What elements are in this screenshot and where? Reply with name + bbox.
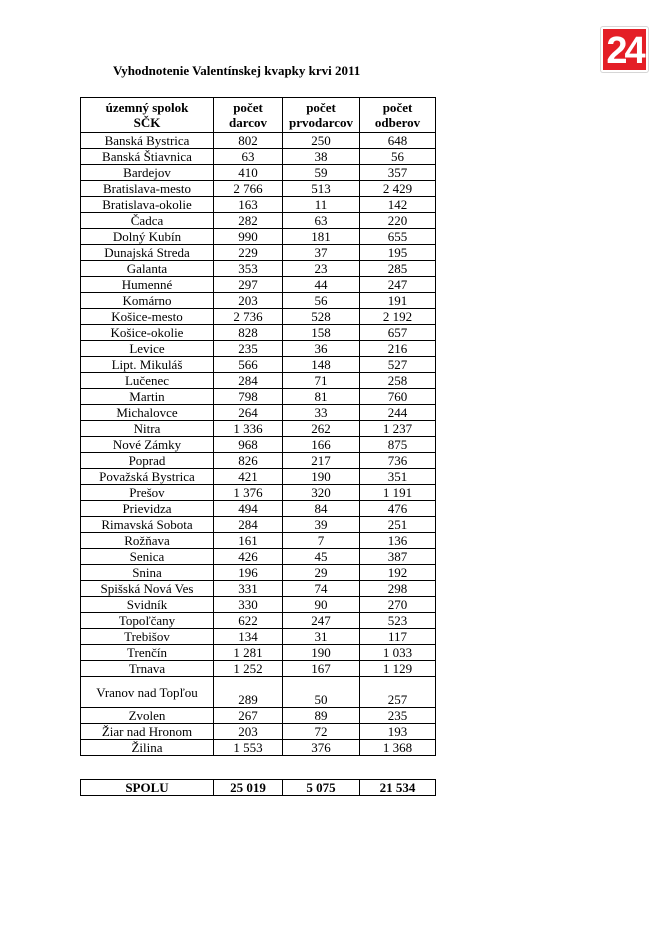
total-donors: 25 019 (214, 780, 283, 796)
header-first-donors: počet prvodarcov (283, 98, 360, 133)
cell-first-donors: 262 (283, 421, 360, 437)
cell-donors: 826 (214, 453, 283, 469)
table-row (81, 533, 436, 549)
cell-donors: 802 (214, 133, 283, 149)
cell-donors: 203 (214, 293, 283, 309)
cell-donors: 134 (214, 629, 283, 645)
cell-collections: 657 (360, 325, 436, 341)
cell-first-donors: 72 (283, 724, 360, 740)
cell-collections: 2 192 (360, 309, 436, 325)
cell-first-donors: 84 (283, 501, 360, 517)
cell-first-donors: 7 (283, 533, 360, 549)
total-collections: 21 534 (360, 780, 436, 796)
results-table (80, 97, 436, 756)
news-logo: 24 (601, 27, 648, 72)
cell-collections: 193 (360, 724, 436, 740)
cell-branch: Poprad (81, 453, 214, 469)
table-row (81, 724, 436, 740)
cell-first-donors: 11 (283, 197, 360, 213)
cell-branch: Nitra (81, 421, 214, 437)
cell-first-donors: 376 (283, 740, 360, 756)
cell-collections: 655 (360, 229, 436, 245)
cell-first-donors: 38 (283, 149, 360, 165)
cell-collections: 1 237 (360, 421, 436, 437)
header-branch: územný spolok SČK (81, 98, 214, 133)
cell-branch: Komárno (81, 293, 214, 309)
cell-collections: 220 (360, 213, 436, 229)
cell-donors: 235 (214, 341, 283, 357)
cell-first-donors: 23 (283, 261, 360, 277)
cell-branch: Nové Zámky (81, 437, 214, 453)
cell-collections: 235 (360, 708, 436, 724)
cell-donors: 798 (214, 389, 283, 405)
cell-donors: 1 376 (214, 485, 283, 501)
cell-donors: 828 (214, 325, 283, 341)
cell-collections: 136 (360, 533, 436, 549)
cell-branch: Snina (81, 565, 214, 581)
table-row (81, 261, 436, 277)
cell-collections: 117 (360, 629, 436, 645)
header-donors: počet darcov (214, 98, 283, 133)
cell-branch: Vranov nad Topľou (81, 677, 214, 708)
cell-collections: 285 (360, 261, 436, 277)
cell-donors: 63 (214, 149, 283, 165)
table-row (81, 373, 436, 389)
cell-collections: 216 (360, 341, 436, 357)
cell-collections: 298 (360, 581, 436, 597)
cell-donors: 284 (214, 517, 283, 533)
table-row (81, 613, 436, 629)
table-row (81, 661, 436, 677)
cell-first-donors: 89 (283, 708, 360, 724)
table-row (81, 229, 436, 245)
cell-donors: 2 736 (214, 309, 283, 325)
table-row (81, 405, 436, 421)
cell-collections: 648 (360, 133, 436, 149)
cell-donors: 331 (214, 581, 283, 597)
cell-first-donors: 36 (283, 341, 360, 357)
cell-collections: 523 (360, 613, 436, 629)
cell-collections: 476 (360, 501, 436, 517)
cell-collections: 1 191 (360, 485, 436, 501)
cell-donors: 353 (214, 261, 283, 277)
cell-collections: 56 (360, 149, 436, 165)
cell-first-donors: 320 (283, 485, 360, 501)
cell-collections: 760 (360, 389, 436, 405)
cell-donors: 494 (214, 501, 283, 517)
cell-collections: 875 (360, 437, 436, 453)
cell-donors: 410 (214, 165, 283, 181)
table-row (81, 645, 436, 661)
table-row (81, 149, 436, 165)
cell-first-donors: 190 (283, 469, 360, 485)
table-row (81, 437, 436, 453)
cell-branch: Žilina (81, 740, 214, 756)
table-row (81, 421, 436, 437)
cell-collections: 191 (360, 293, 436, 309)
cell-collections: 357 (360, 165, 436, 181)
cell-donors: 264 (214, 405, 283, 421)
cell-donors: 968 (214, 437, 283, 453)
cell-donors: 2 766 (214, 181, 283, 197)
table-row (81, 357, 436, 373)
table-row (81, 485, 436, 501)
cell-collections: 142 (360, 197, 436, 213)
cell-collections: 351 (360, 469, 436, 485)
cell-donors: 267 (214, 708, 283, 724)
cell-first-donors: 29 (283, 565, 360, 581)
cell-collections: 195 (360, 245, 436, 261)
table-row (81, 245, 436, 261)
cell-branch: Levice (81, 341, 214, 357)
cell-donors: 1 281 (214, 645, 283, 661)
table-row (81, 517, 436, 533)
cell-branch: Bardejov (81, 165, 214, 181)
table-row (81, 629, 436, 645)
table-row (81, 469, 436, 485)
cell-collections: 527 (360, 357, 436, 373)
cell-first-donors: 37 (283, 245, 360, 261)
cell-branch: Humenné (81, 277, 214, 293)
cell-donors: 1 553 (214, 740, 283, 756)
cell-first-donors: 45 (283, 549, 360, 565)
cell-first-donors: 33 (283, 405, 360, 421)
cell-first-donors: 39 (283, 517, 360, 533)
table-row (81, 165, 436, 181)
cell-donors: 163 (214, 197, 283, 213)
cell-branch: Dunajská Streda (81, 245, 214, 261)
cell-branch: Prešov (81, 485, 214, 501)
cell-branch: Svidník (81, 597, 214, 613)
cell-collections: 1 033 (360, 645, 436, 661)
cell-branch: Topoľčany (81, 613, 214, 629)
cell-collections: 1 368 (360, 740, 436, 756)
cell-branch: Čadca (81, 213, 214, 229)
cell-branch: Zvolen (81, 708, 214, 724)
cell-donors: 426 (214, 549, 283, 565)
cell-first-donors: 158 (283, 325, 360, 341)
table-row (81, 581, 436, 597)
cell-branch: Rožňava (81, 533, 214, 549)
table-row (81, 565, 436, 581)
cell-collections: 257 (360, 677, 436, 708)
table-row (81, 341, 436, 357)
cell-donors: 297 (214, 277, 283, 293)
cell-first-donors: 44 (283, 277, 360, 293)
table-row (81, 389, 436, 405)
table-row (81, 453, 436, 469)
cell-branch: Banská Štiavnica (81, 149, 214, 165)
cell-first-donors: 513 (283, 181, 360, 197)
cell-branch: Trenčín (81, 645, 214, 661)
cell-branch: Banská Bystrica (81, 133, 214, 149)
cell-first-donors: 217 (283, 453, 360, 469)
cell-first-donors: 528 (283, 309, 360, 325)
cell-first-donors: 56 (283, 293, 360, 309)
table-row (81, 325, 436, 341)
cell-donors: 330 (214, 597, 283, 613)
cell-first-donors: 59 (283, 165, 360, 181)
cell-collections: 244 (360, 405, 436, 421)
cell-branch: Považská Bystrica (81, 469, 214, 485)
table-row (81, 549, 436, 565)
table-row (81, 277, 436, 293)
cell-branch: Lipt. Mikuláš (81, 357, 214, 373)
cell-donors: 990 (214, 229, 283, 245)
cell-branch: Bratislava-okolie (81, 197, 214, 213)
total-row (81, 780, 436, 796)
cell-branch: Rimavská Sobota (81, 517, 214, 533)
table-row (81, 197, 436, 213)
total-table (80, 779, 436, 796)
cell-branch: Košice-okolie (81, 325, 214, 341)
cell-branch: Galanta (81, 261, 214, 277)
table-row (81, 181, 436, 197)
page-title: Vyhodnotenie Valentínskej kvapky krvi 2011 (113, 63, 361, 78)
cell-donors: 229 (214, 245, 283, 261)
total-first-donors: 5 075 (283, 780, 360, 796)
cell-donors: 161 (214, 533, 283, 549)
cell-donors: 566 (214, 357, 283, 373)
table-row (81, 309, 436, 325)
cell-donors: 196 (214, 565, 283, 581)
table-row (81, 708, 436, 724)
cell-donors: 1 252 (214, 661, 283, 677)
cell-first-donors: 166 (283, 437, 360, 453)
cell-branch: Prievidza (81, 501, 214, 517)
cell-branch: Senica (81, 549, 214, 565)
cell-donors: 289 (214, 677, 283, 708)
cell-first-donors: 71 (283, 373, 360, 389)
cell-collections: 2 429 (360, 181, 436, 197)
cell-donors: 203 (214, 724, 283, 740)
cell-first-donors: 90 (283, 597, 360, 613)
cell-collections: 251 (360, 517, 436, 533)
table-header-row (81, 98, 436, 133)
cell-donors: 622 (214, 613, 283, 629)
cell-collections: 270 (360, 597, 436, 613)
cell-donors: 421 (214, 469, 283, 485)
cell-collections: 258 (360, 373, 436, 389)
table-row (81, 293, 436, 309)
cell-donors: 282 (214, 213, 283, 229)
table-row (81, 133, 436, 149)
cell-first-donors: 50 (283, 677, 360, 708)
cell-branch: Dolný Kubín (81, 229, 214, 245)
table-row (81, 501, 436, 517)
table-row (81, 213, 436, 229)
cell-first-donors: 148 (283, 357, 360, 373)
cell-first-donors: 63 (283, 213, 360, 229)
cell-first-donors: 181 (283, 229, 360, 245)
cell-first-donors: 167 (283, 661, 360, 677)
cell-donors: 1 336 (214, 421, 283, 437)
cell-branch: Košice-mesto (81, 309, 214, 325)
cell-branch: Bratislava-mesto (81, 181, 214, 197)
cell-branch: Lučenec (81, 373, 214, 389)
cell-branch: Spišská Nová Ves (81, 581, 214, 597)
cell-first-donors: 250 (283, 133, 360, 149)
cell-first-donors: 247 (283, 613, 360, 629)
cell-branch: Martin (81, 389, 214, 405)
cell-branch: Trebišov (81, 629, 214, 645)
cell-first-donors: 190 (283, 645, 360, 661)
table-row (81, 740, 436, 756)
cell-collections: 247 (360, 277, 436, 293)
cell-first-donors: 74 (283, 581, 360, 597)
cell-branch: Trnava (81, 661, 214, 677)
cell-donors: 284 (214, 373, 283, 389)
header-collections: počet odberov (360, 98, 436, 133)
cell-branch: Žiar nad Hronom (81, 724, 214, 740)
cell-collections: 192 (360, 565, 436, 581)
cell-collections: 736 (360, 453, 436, 469)
cell-branch: Michalovce (81, 405, 214, 421)
cell-collections: 1 129 (360, 661, 436, 677)
table-row (81, 677, 436, 708)
table-row (81, 597, 436, 613)
total-label: SPOLU (81, 780, 214, 796)
cell-first-donors: 31 (283, 629, 360, 645)
cell-collections: 387 (360, 549, 436, 565)
cell-first-donors: 81 (283, 389, 360, 405)
